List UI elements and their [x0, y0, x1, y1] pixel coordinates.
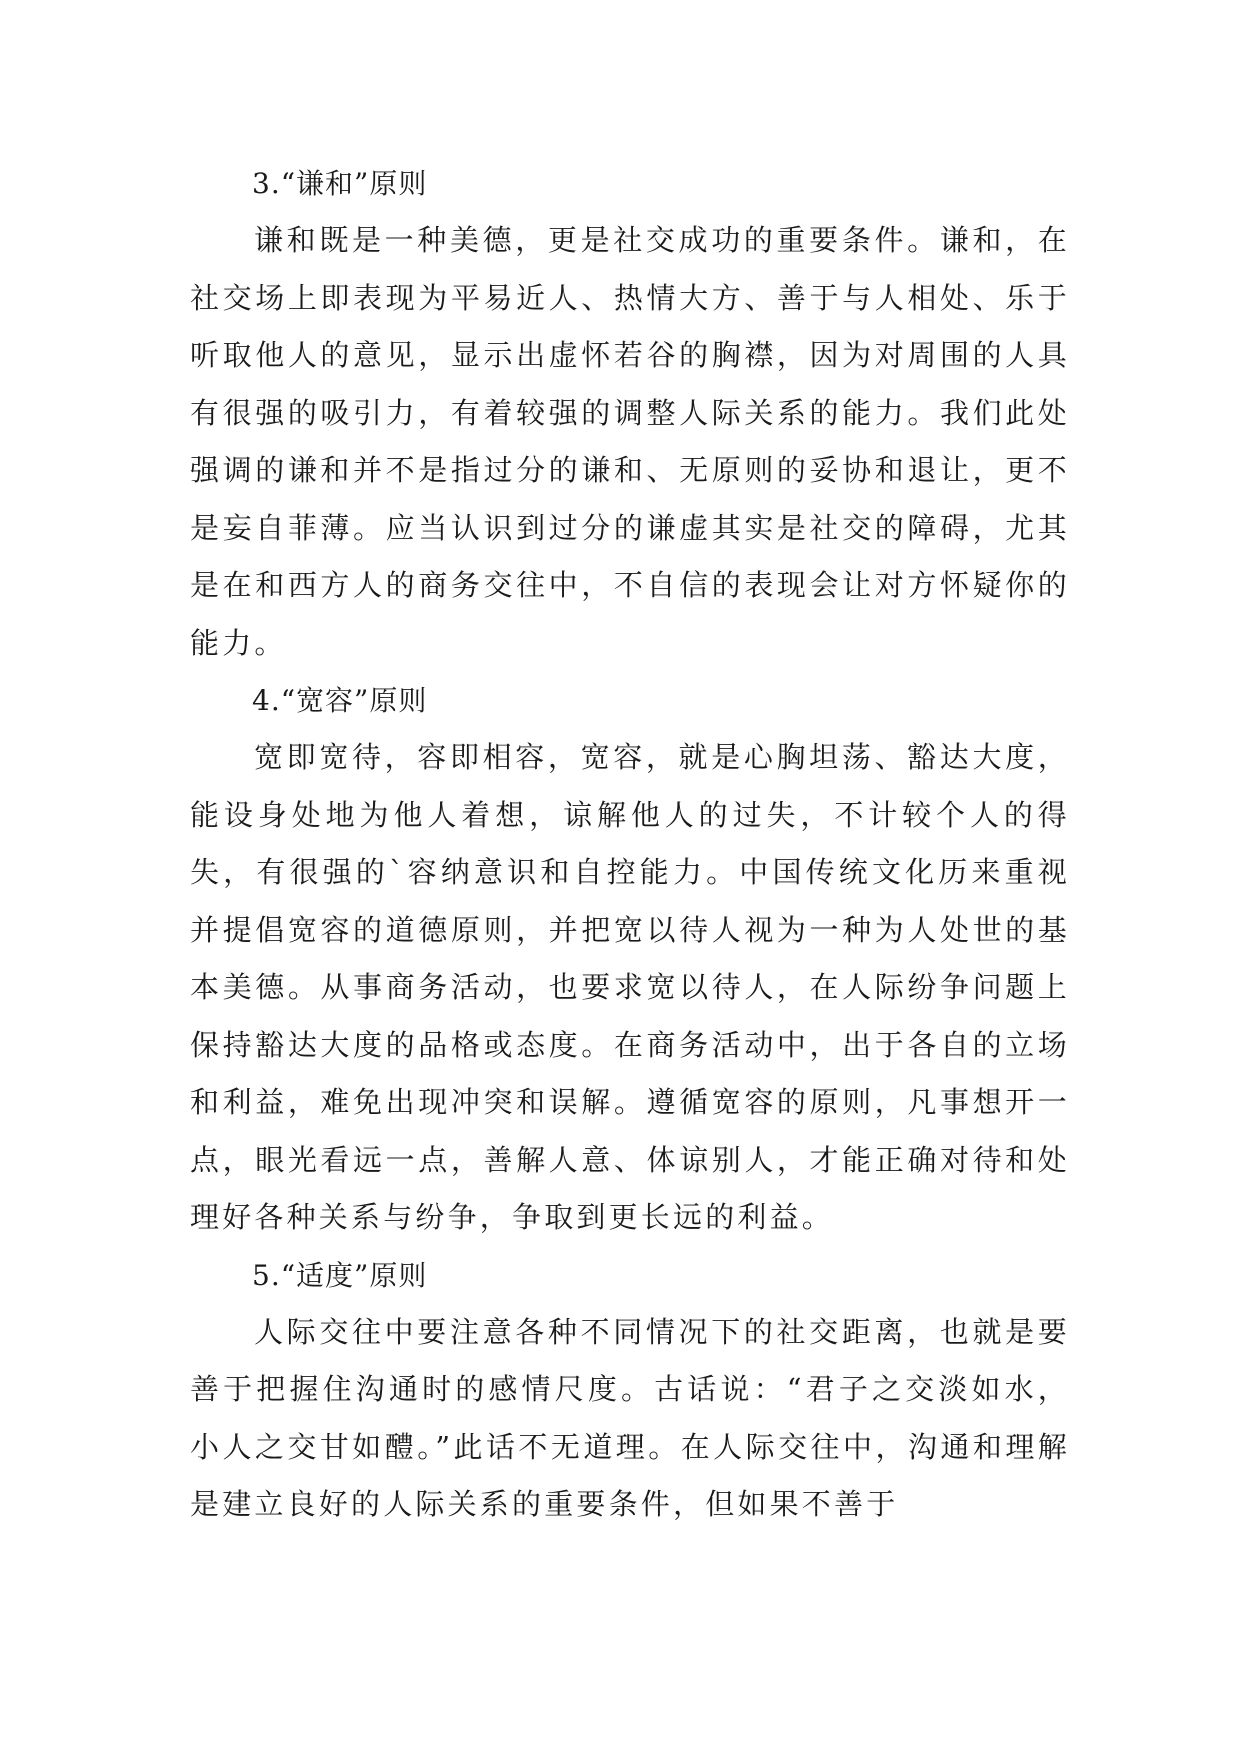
- section-tolerance: [190, 672, 1070, 1247]
- section-modesty: [190, 155, 1070, 672]
- section-moderation: [190, 1247, 1070, 1534]
- section-paragraph: 人际交往中要注意各种不同情况下的社交距离，也就是要善于把握住沟通时的感情尺度。古话说：“君子之交淡如水，小人之交甘如醴。”此话不无道理。在人际交往中，沟通和理解是建立良好的人际关系的重要条件，但如果不善于: [190, 1314, 1070, 1521]
- document-body: [190, 155, 1070, 1534]
- section-heading: 5.“适度”原则: [252, 1258, 428, 1292]
- section-paragraph: 谦和既是一种美德，更是社交成功的重要条件。谦和，在社交场上即表现为平易近人、热情大方、善于与人相处、乐于听取他人的意见，显示出虚怀若谷的胸襟，因为对周围的人具有很强的吸引力，有着较强的调整人际关系的能力。我们此处强调的谦和并不是指过分的谦和、无原则的妥协和退让，更不是妄自菲薄。应当认识到过分的谦虚其实是社交的障碍，尤其是在和西方人的商务交往中，不自信的表现会让对方怀疑你的能力。: [190, 223, 1070, 660]
- section-heading: 4.“宽容”原则: [252, 684, 428, 717]
- section-paragraph: 宽即宽待，容即相容，宽容，就是心胸坦荡、豁达大度，能设身处地为他人着想，谅解他人的过失，不计较个人的得失，有很强的`容纳意识和自控能力。中国传统文化历来重视并提倡宽容的道德原则，并把宽以待人视为一种为人处世的基本美德。从事商务活动，也要求宽以待人，在人际纷争问题上保持豁达大度的品格或态度。在商务活动中，出于各自的立场和利益，难免出现冲突和误解。遵循宽容的原则，凡事想开一点，眼光看远一点，善解人意、体谅别人，才能正确对待和处理好各种关系与纷争，争取到更长远的利益。: [190, 740, 1070, 1234]
- section-heading: 3.“谦和”原则: [252, 167, 428, 200]
